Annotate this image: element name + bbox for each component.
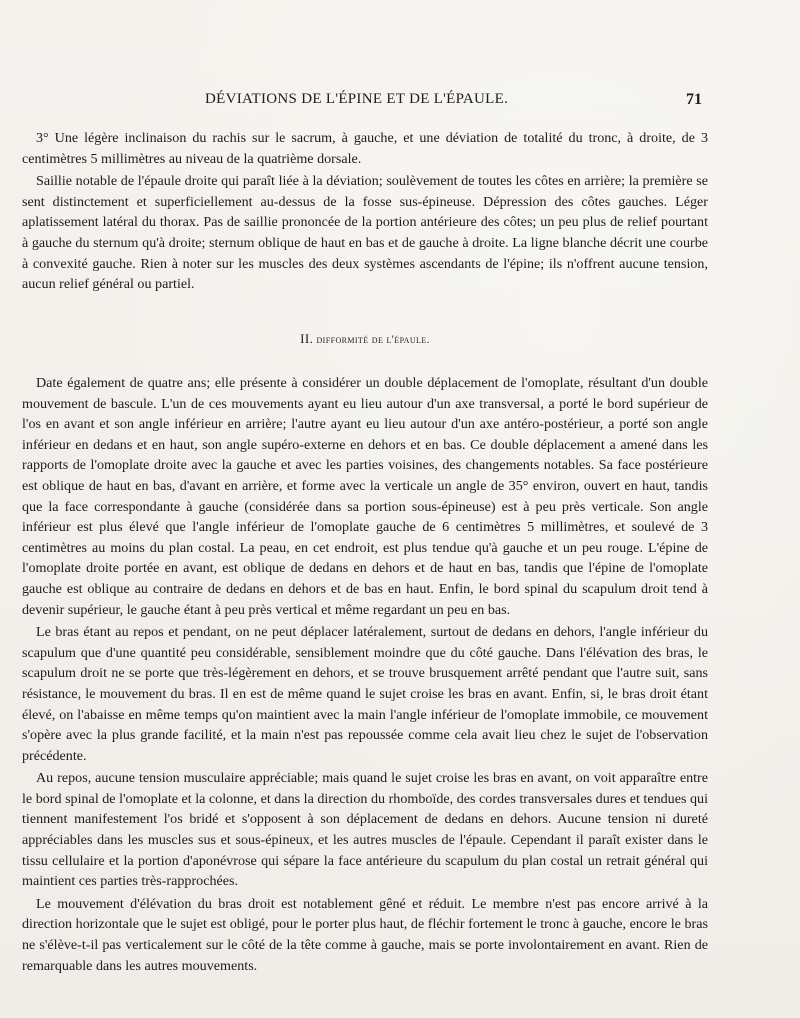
paragraph-arm-elevation: Le mouvement d'élévation du bras droit est notablement gêné et réduit. Le membre n'est pas encore arrivé à la direction horizontale que le sujet est obligé, pour le porter plus haut, de fléchir fortement le tronc à gauche, encore le bras ne s'élève-t-il pas verticalement sur le côté de la tête comme à gauche, mais se porte involontairement en avant. Rien de remarquable dans les autres mouvements. xyxy=(22,895,708,974)
section-text-block xyxy=(22,373,708,976)
running-head xyxy=(0,91,800,111)
paragraph-muscular-tension: Au repos, aucune tension musculaire appréciable; mais quand le sujet croise les bras en avant, on voit apparaître entre le bord spinal de l'omoplate et la colonne, et dans la direction du rhomboïde, des cordes transversales dures et tendues qui tiennent manifestement l'os bridé et s'opposent à son déplacement de dedans en dehors. Aucune tension ni dureté appréciables dans les muscles sus et sous-épineux, et les autres muscles de l'épaule. Cependant il paraît exister dans le tissu cellulaire et la portion d'aponévrose qui sépare la face antérieure du scapulum du plan costal un retrait général qui maintient ces parties très-rapprochées. xyxy=(22,770,708,890)
paragraph-deviation: 3° Une légère inclinaison du rachis sur le sacrum, à gauche, et une déviation de totalité du tronc, à droite, de 3 centimètres 5 millimètres au niveau de la quatrième dorsale. xyxy=(22,130,708,167)
intro-text-block xyxy=(22,128,708,295)
paragraph-shoulder-prominence: Saillie notable de l'épaule droite qui paraît liée à la déviation; soulèvement de toutes les côtes en arrière; la première se sent distinctement et superficiellement au-dessus de la fosse sus-épineuse. Dépression des côtes gauches. Léger aplatissement latéral du thorax. Pas de saillie prononcée de la portion antérieure des côtes; un peu plus de relief pourtant à gauche du sternum qu'à droite; sternum oblique de haut en bas et de gauche à droite. La ligne blanche décrit une courbe à convexité gauche. Rien à noter sur les muscles des deux systèmes ascendants de l'épine; ils n'offrent aucune tension, aucun relief général ou partiel. xyxy=(22,173,708,293)
section-title: difformité de l'épaule. xyxy=(316,334,430,346)
section-number: II. xyxy=(300,331,314,346)
paragraph-arm-at-rest: Le bras étant au repos et pendant, on ne peut déplacer latéralement, surtout de dedans en dehors, l'angle inférieur du scapulum que d'une quantité peu considérable, sensiblement moindre que du côté gauche. Dans l'élévation des bras, le scapulum droit ne se porte que très-légèrement en dehors, et se trouve brusquement arrêté pendant que l'autre suit, sans résistance, le mouvement du bras. Il en est de même quand le sujet croise les bras en avant. Enfin, si, le bras droit étant élevé, on l'abaisse en même temps qu'on maintient avec la main l'angle inférieur de l'omoplate immobile, ce mouvement s'opère avec la plus grande facilité, et la main n'est pas repoussée comme cela avait lieu chez le sujet de l'observation précédente. xyxy=(22,624,708,764)
section-heading xyxy=(0,331,730,347)
page-number: 71 xyxy=(686,91,702,108)
running-title: DÉVIATIONS DE L'ÉPINE ET DE L'ÉPAULE. xyxy=(205,91,509,107)
paragraph-omoplate-displacement: Date également de quatre ans; elle présente à considérer un double déplacement de l'omoplate, résultant d'un double mouvement de bascule. L'un de ces mouvements ayant eu lieu autour d'un axe transversal, a porté le bord supérieur de l'os en avant et son angle inférieur en arrière; l'autre ayant eu lieu autour d'un axe antéro-postérieur, a porté son angle inférieur en dedans et en haut, son angle supéro-externe en dehors et en bas. Ce double déplacement a amené dans les rapports de l'omoplate droite avec la gauche et avec les parties voisines, des changements notables. Sa face postérieure est oblique de haut en bas, d'avant en arrière, et forme avec la verticale un angle de 35° environ, ouvert en haut, tandis que la face correspondante à gauche (considérée dans sa portion sous-épineuse) est à peu près verticale. Son angle inférieur est plus élevé que l'angle inférieur de l'omoplate gauche de 6 centimètres 5 millimètres, et soulevé de 3 centimètres au moins du plan costal. La peau, en cet endroit, est plus tendue qu'à gauche et un peu rouge. L'épine de l'omoplate droite portée en avant, est oblique de dedans en dehors et de haut en bas, tandis que l'épine de l'omoplate gauche est oblique au contraire de dedans en dehors et de bas en haut. Enfin, le bord spinal du scapulum droit tend à devenir supérieur, le gauche étant à peu près vertical et même regardant un peu en bas. xyxy=(22,375,708,618)
